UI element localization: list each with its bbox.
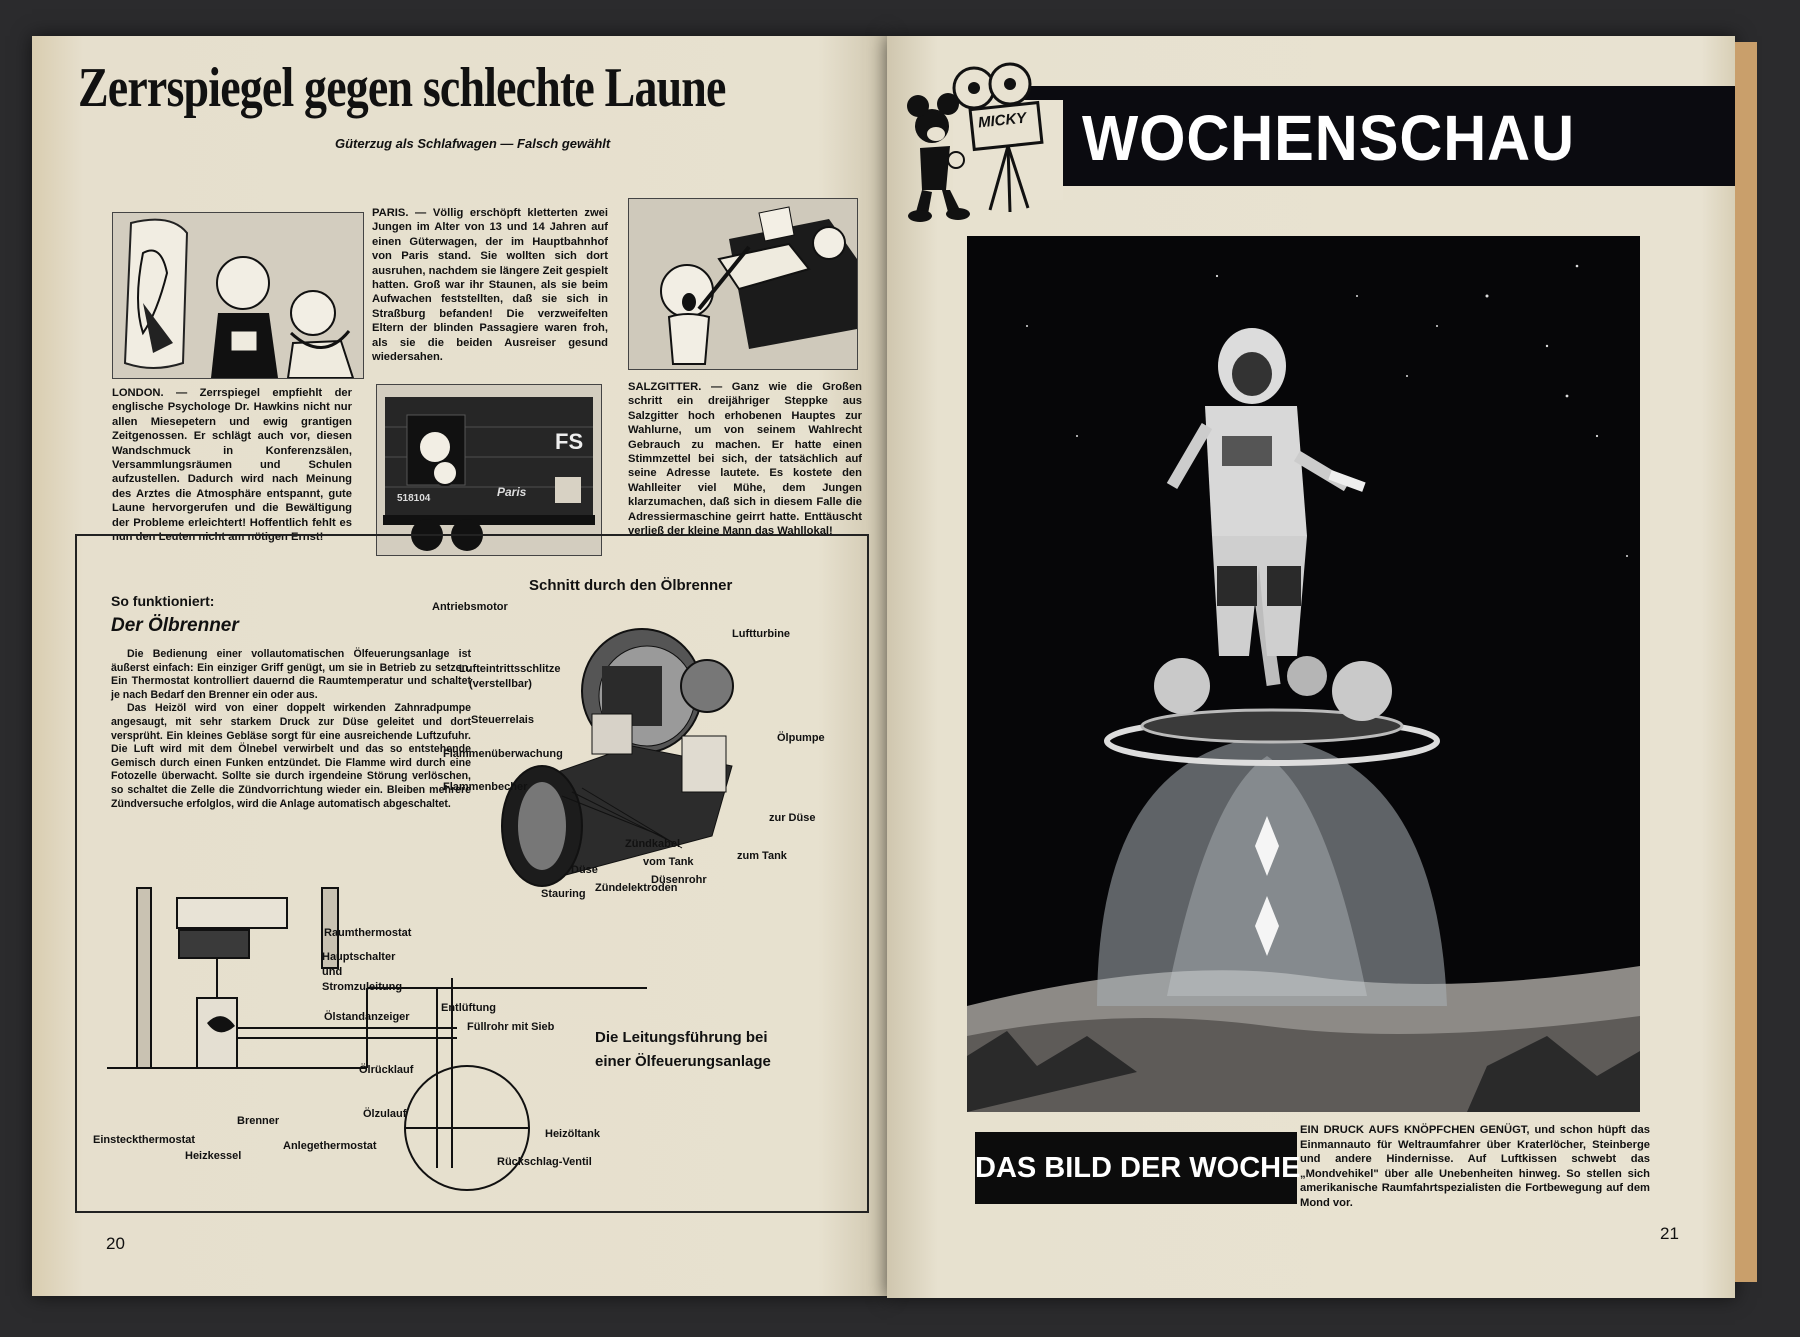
label-oelzulauf: Ölzulauf <box>363 1108 407 1120</box>
label-luftturbine: Luftturbine <box>732 628 791 640</box>
ballot-cartoon <box>628 198 858 370</box>
label-oelpumpe: Ölpumpe <box>777 732 825 744</box>
label-brenner: Brenner <box>237 1115 280 1127</box>
infobox-text-2: Das Heizöl wird von einer doppelt wirkenden Zahnradpumpe angesaugt, mit sehr starkem Druck zur Düse geleitet und dort versprüht. Ein kleines Gebläse sorgt für eine ausreichende Luftzufuhr. Die Luft wird mit dem Ölnebel verwirbelt und das so entstehende Gemisch durch einen Funken entzündet. Die Flamme wird durch eine Fotozelle überwacht. Sollte sie durch irgendeine Störung verlöschen, so schaltet die Zelle die Zündvorrichtung wieder ein. Bleiben mehrere Zündversuche erfolglos, wird die Anlage automatisch abgeschaltet. <box>111 702 471 810</box>
subhead: Güterzug als Schlafwagen — Falsch gewählt <box>335 136 611 151</box>
label-oelstandanzeiger: Ölstandanzeiger <box>324 1011 410 1023</box>
infobox-text-1: Die Bedienung einer vollautomatischen Ölfeuerungsanlage ist äußerst einfach: Ein einziger Griff genügt, um sie in Betrieb zu setzen. Ein Thermostat kontrolliert dauernd die Raumtemperatur und schaltet je nach Bedarf den Brenner ein oder aus. <box>111 648 471 701</box>
label-stauring: Stauring <box>541 888 586 900</box>
train-city: Paris <box>497 485 527 499</box>
burner-diagram-title: Schnitt durch den Ölbrenner <box>529 577 733 594</box>
infobox-title: Der Ölbrenner <box>111 615 239 636</box>
bild-der-woche-title: DAS BILD DER WOCHE <box>975 1132 1297 1204</box>
bild-der-woche-photo <box>967 236 1640 1112</box>
train-number: 518104 <box>397 493 431 504</box>
paris-article <box>372 206 608 364</box>
photo-caption: EIN DRUCK AUFS KNÖPFCHEN GENÜGT, und schon hüpft das Einmannauto für Weltraumfahrer über Kraterlöcher, Steinberge und andere Hindernisse. Auf Luftkissen schwebt das „Mondvehikel" über alle Unebenheiten hinweg. So stellen sich amerikanische Raumfahrtspezialisten die Fortbewegung auf dem Mond vor. <box>1300 1124 1650 1209</box>
label-hauptschalter-1: Hauptschalter <box>322 951 396 963</box>
infobox-kicker: So funktioniert: <box>111 593 215 609</box>
micky-logo-text: MICKY <box>977 109 1028 132</box>
label-fuellrohr: Füllrohr mit Sieb <box>467 1021 555 1033</box>
train-mark: FS <box>555 429 584 454</box>
london-lead: LONDON. — <box>112 387 188 399</box>
label-duesenrohr: Düsenrohr <box>651 874 707 886</box>
label-oelruecklauf: Ölrücklauf <box>359 1064 414 1076</box>
label-verstellbar: (verstellbar) <box>469 678 532 690</box>
label-flammenueberwachung: Flammenüberwachung <box>443 748 563 760</box>
label-einsteckthermostat: Einsteckthermostat <box>93 1134 196 1146</box>
london-article <box>112 386 352 544</box>
page-number-right: 21 <box>1660 1224 1679 1243</box>
mirror-cartoon <box>112 212 364 379</box>
paris-lead: PARIS. — <box>372 207 427 219</box>
label-heizoeltank: Heizöltank <box>545 1128 601 1140</box>
salzgitter-lead: SALZGITTER. — <box>628 381 723 393</box>
label-vom-tank: vom Tank <box>643 856 694 868</box>
train-car-cartoon <box>376 384 602 556</box>
label-steuerrelais: Steuerrelais <box>471 714 534 726</box>
label-rueckschlag: Rückschlag-Ventil <box>497 1156 592 1168</box>
london-text: Zerrspiegel empfiehlt der englische Psychologe Dr. Hawkins nicht nur allen Miesepetern und ewig grantigen Zeitgenossen. Er schlägt auch vor, diesen Wandschmuck in Konferenzsälen, Versammlungsräumen und Schulen aufzustellen. Dadurch wird nach Meinung des Arztes die Atmosphäre entspannt, gute Laune hervorgerufen und die Bewältigung der Probleme erleichtert! Hoffentlich fehlt es nun den Leuten nicht am nötigen Ernst! <box>112 387 353 544</box>
label-hauptschalter-2: und <box>322 966 343 978</box>
label-zuendelektroden: Zündelektroden <box>595 882 678 894</box>
system-title-2: einer Ölfeuerungsanlage <box>595 1053 771 1070</box>
page-edge <box>1735 42 1757 1282</box>
micky-camera-logo <box>898 60 1068 225</box>
label-antriebsmotor: Antriebsmotor <box>432 601 508 613</box>
page-number-left: 20 <box>106 1234 125 1253</box>
salzgitter-article <box>628 380 862 538</box>
headline: Zerrspiegel gegen schlechte Laune <box>78 57 726 119</box>
label-flammenbecher: Flammenbecher <box>443 781 528 793</box>
infobox-text <box>111 648 471 811</box>
label-anlegethermostat: Anlegethermostat <box>283 1140 377 1152</box>
label-hauptschalter-3: Stromzuleitung <box>322 981 403 993</box>
wochenschau-title: WOCHENSCHAU <box>1082 102 1575 174</box>
paris-text: Völlig erschöpft kletterten zwei Jungen im Alter von 13 und 14 Jahren auf einen Güterwagen, der im Hauptbahnhof von Paris stand. Sie wollten sich dort ausruhen, nachdem sie längere Zeit gespielt hatten. Groß war ihr Staunen, als sie beim Aufwachen feststellten, daß sie sich in Straßburg befanden! Die verzweifelten Eltern der blinden Passagiere waren froh, als sie die beiden Ausreiser gesund wiedersahen. <box>372 207 609 364</box>
label-heizkessel: Heizkessel <box>185 1150 242 1162</box>
label-zur-duese: zur Düse <box>769 812 816 824</box>
label-lufteintritt: Lufteintrittsschlitze <box>459 663 561 675</box>
label-entlueftung: Entlüftung <box>441 1002 496 1014</box>
label-duese: Düse <box>571 864 598 876</box>
oelbrenner-infobox <box>75 534 869 1213</box>
label-zum-tank: zum Tank <box>737 850 787 862</box>
system-title-1: Die Leitungsführung bei <box>595 1029 768 1046</box>
label-zuendkabel: Zündkabel <box>625 838 681 850</box>
salzgitter-text: Ganz wie die Großen schritt ein dreijähriger Steppke aus Salzgitter hoch erhobenen Hauptes zur Wahlurne, um von seinem Wahlrecht Gebrauch zu machen. Er hatte einen Stimmzettel bei sich, der tatsächlich auf seine Adresse lautete. Es kostete den Wahlleiter viel Mühe, dem Jungen klarzumachen, daß sich in diesem Falle die Adressiermaschine geirrt hatte. Enttäuscht verließ der kleine Mann das Wahllokal! <box>628 381 863 538</box>
label-raumthermostat: Raumthermostat <box>324 927 412 939</box>
